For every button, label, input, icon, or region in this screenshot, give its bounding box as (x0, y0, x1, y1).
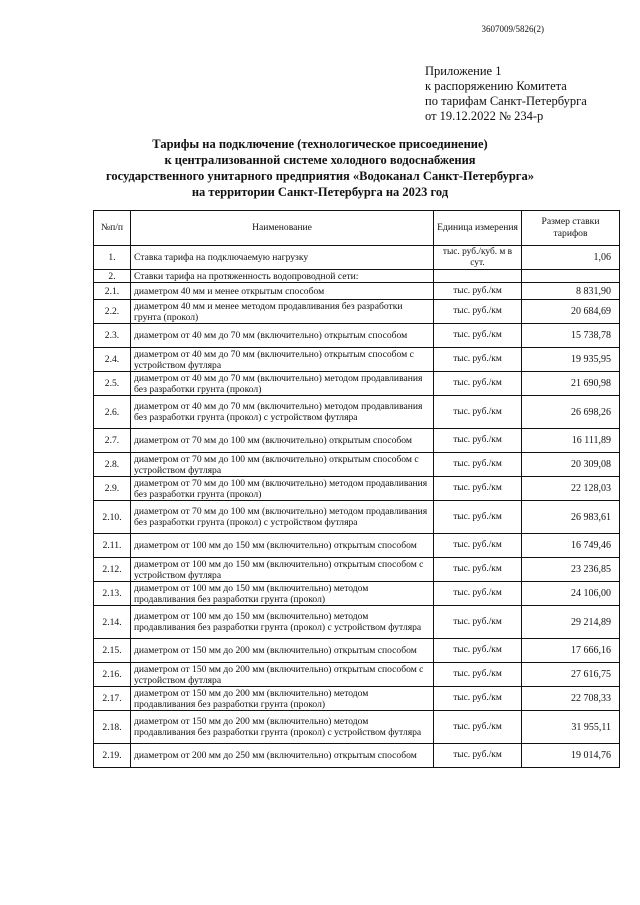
row-name: диаметром от 150 мм до 200 мм (включительно) открытым способом с устройством футляра (131, 663, 434, 687)
row-number: 2.1. (94, 283, 131, 300)
title-line: государственного унитарного предприятия «Водоканал Санкт-Петербурга» (106, 169, 534, 183)
row-number: 2.7. (94, 429, 131, 453)
row-unit: тыс. руб./км (434, 534, 522, 558)
row-unit: тыс. руб./км (434, 324, 522, 348)
header-name: Наименование (131, 211, 434, 246)
row-number: 2.8. (94, 453, 131, 477)
row-number: 2.14. (94, 606, 131, 639)
row-name: Ставка тарифа на подключаемую нагрузку (131, 246, 434, 270)
row-rate: 31 955,11 (522, 711, 620, 744)
row-number: 2.15. (94, 639, 131, 663)
appendix-line: по тарифам Санкт-Петербурга (425, 94, 587, 108)
table-row (94, 558, 620, 582)
row-number: 2.17. (94, 687, 131, 711)
table-row (94, 453, 620, 477)
row-unit: тыс. руб./км (434, 558, 522, 582)
row-unit: тыс. руб./км (434, 744, 522, 768)
row-rate: 19 014,76 (522, 744, 620, 768)
row-name: диаметром от 100 мм до 150 мм (включительно) открытым способом с устройством футляра (131, 558, 434, 582)
table-row (94, 582, 620, 606)
tariff-table (93, 210, 620, 768)
row-number: 2.16. (94, 663, 131, 687)
row-unit: тыс. руб./км (434, 348, 522, 372)
table-row (94, 246, 620, 270)
row-unit: тыс. руб./км (434, 711, 522, 744)
row-rate: 20 309,08 (522, 453, 620, 477)
row-rate: 22 128,03 (522, 477, 620, 501)
document-id: 3607009/5826(2) (481, 24, 544, 34)
table-row (94, 429, 620, 453)
table-row (94, 606, 620, 639)
row-number: 2.9. (94, 477, 131, 501)
table-row (94, 744, 620, 768)
row-rate: 1,06 (522, 246, 620, 270)
row-number: 2.13. (94, 582, 131, 606)
row-rate: 26 698,26 (522, 396, 620, 429)
row-number: 2.11. (94, 534, 131, 558)
row-unit: тыс. руб./км (434, 429, 522, 453)
row-number: 2.10. (94, 501, 131, 534)
table-body (94, 246, 620, 768)
row-name: диаметром от 200 мм до 250 мм (включительно) открытым способом (131, 744, 434, 768)
row-name: диаметром 40 мм и менее методом продавливания без разработки грунта (прокол) (131, 300, 434, 324)
row-unit: тыс. руб./куб. м в сут. (434, 246, 522, 270)
header-num: №п/п (94, 211, 131, 246)
appendix-line: Приложение 1 (425, 64, 502, 78)
row-rate: 8 831,90 (522, 283, 620, 300)
table-row (94, 501, 620, 534)
row-number: 2.5. (94, 372, 131, 396)
row-name: диаметром от 70 мм до 100 мм (включительно) открытым способом (131, 429, 434, 453)
row-name: диаметром от 150 мм до 200 мм (включительно) открытым способом (131, 639, 434, 663)
row-unit: тыс. руб./км (434, 501, 522, 534)
row-number: 2.6. (94, 396, 131, 429)
row-unit: тыс. руб./км (434, 300, 522, 324)
title-line: на территории Санкт-Петербурга на 2023 год (191, 185, 449, 199)
row-unit: тыс. руб./км (434, 477, 522, 501)
row-name: диаметром от 70 мм до 100 мм (включительно) методом продавливания без разработки грунта (прокол) (131, 477, 434, 501)
appendix-line: от 19.12.2022 № 234-р (425, 109, 544, 123)
row-rate (522, 270, 620, 283)
table-row (94, 270, 620, 283)
header-rate: Размер ставки тарифов (522, 211, 620, 246)
row-rate: 22 708,33 (522, 687, 620, 711)
row-number: 2.4. (94, 348, 131, 372)
table-row (94, 477, 620, 501)
row-name: диаметром от 40 мм до 70 мм (включительно) методом продавливания без разработки грунта (прокол) с устройством футляра (131, 396, 434, 429)
row-rate: 16 111,89 (522, 429, 620, 453)
row-rate: 16 749,46 (522, 534, 620, 558)
row-name: диаметром от 70 мм до 100 мм (включительно) открытым способом с устройством футляра (131, 453, 434, 477)
header-unit: Единица измерения (434, 211, 522, 246)
row-unit: тыс. руб./км (434, 639, 522, 663)
row-name: диаметром от 40 мм до 70 мм (включительно) открытым способом с устройством футляра (131, 348, 434, 372)
row-name: Ставки тарифа на протяженность водопроводной сети: (131, 270, 434, 283)
appendix-block (425, 64, 587, 124)
row-unit: тыс. руб./км (434, 582, 522, 606)
row-rate: 21 690,98 (522, 372, 620, 396)
row-rate: 27 616,75 (522, 663, 620, 687)
table-header-row (94, 211, 620, 246)
row-unit: тыс. руб./км (434, 606, 522, 639)
row-rate: 17 666,16 (522, 639, 620, 663)
row-rate: 29 214,89 (522, 606, 620, 639)
row-name: диаметром от 100 мм до 150 мм (включительно) методом продавливания без разработки грунта (прокол) (131, 582, 434, 606)
table-row (94, 663, 620, 687)
table-row (94, 639, 620, 663)
row-name: диаметром от 70 мм до 100 мм (включительно) методом продавливания без разработки грунта (прокол) с устройством футляра (131, 501, 434, 534)
row-name: диаметром от 150 мм до 200 мм (включительно) методом продавливания без разработки грунта (прокол) с устройством футляра (131, 711, 434, 744)
row-name: диаметром от 150 мм до 200 мм (включительно) методом продавливания без разработки грунта (прокол) (131, 687, 434, 711)
row-name: диаметром от 40 мм до 70 мм (включительно) открытым способом (131, 324, 434, 348)
row-name: диаметром от 100 мм до 150 мм (включительно) открытым способом (131, 534, 434, 558)
row-rate: 24 106,00 (522, 582, 620, 606)
row-number: 2. (94, 270, 131, 283)
row-unit (434, 270, 522, 283)
row-unit: тыс. руб./км (434, 283, 522, 300)
row-number: 2.19. (94, 744, 131, 768)
row-number: 1. (94, 246, 131, 270)
row-unit: тыс. руб./км (434, 663, 522, 687)
row-rate: 19 935,95 (522, 348, 620, 372)
row-rate: 15 738,78 (522, 324, 620, 348)
table-row (94, 283, 620, 300)
document-title (0, 136, 640, 200)
row-name: диаметром от 40 мм до 70 мм (включительно) методом продавливания без разработки грунта (прокол) (131, 372, 434, 396)
table-row (94, 372, 620, 396)
table-row (94, 687, 620, 711)
row-number: 2.18. (94, 711, 131, 744)
row-name: диаметром 40 мм и менее открытым способом (131, 283, 434, 300)
row-unit: тыс. руб./км (434, 453, 522, 477)
row-number: 2.12. (94, 558, 131, 582)
row-name: диаметром от 100 мм до 150 мм (включительно) методом продавливания без разработки грунта (прокол) с устройством футляра (131, 606, 434, 639)
table-row (94, 324, 620, 348)
table-row (94, 711, 620, 744)
title-line: к централизованной системе холодного водоснабжения (164, 153, 476, 167)
row-number: 2.3. (94, 324, 131, 348)
appendix-line: к распоряжению Комитета (425, 79, 567, 93)
row-unit: тыс. руб./км (434, 687, 522, 711)
table-row (94, 396, 620, 429)
row-rate: 26 983,61 (522, 501, 620, 534)
table-row (94, 348, 620, 372)
row-unit: тыс. руб./км (434, 396, 522, 429)
title-line: Тарифы на подключение (технологическое присоединение) (152, 137, 488, 151)
row-rate: 20 684,69 (522, 300, 620, 324)
table-row (94, 300, 620, 324)
row-unit: тыс. руб./км (434, 372, 522, 396)
row-rate: 23 236,85 (522, 558, 620, 582)
table-row (94, 534, 620, 558)
row-number: 2.2. (94, 300, 131, 324)
